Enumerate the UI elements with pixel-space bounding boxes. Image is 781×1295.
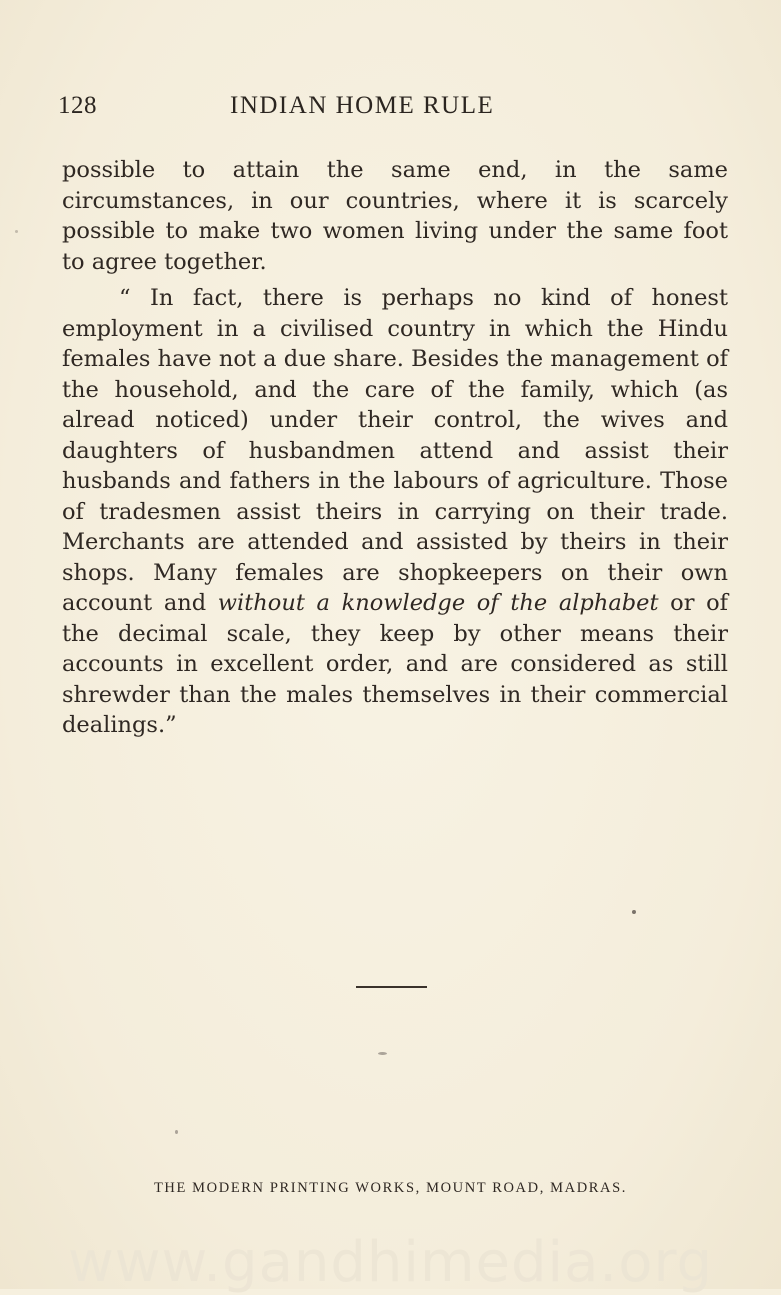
paragraph-2-text-b: or of the decimal scale, they keep by other means their accounts in excellent order, and are considered as still shrewder than the males themselves in their commercial dealings.” [62,590,728,738]
print-speck [378,1052,387,1055]
page-number: 128 [58,92,97,119]
print-speck [632,910,636,914]
running-head: INDIAN HOME RULE [230,92,495,119]
printer-imprint: THE MODERN PRINTING WORKS, MOUNT ROAD, MADRAS. [153,1180,628,1196]
paragraph-2 [62,283,728,741]
print-speck [175,1130,178,1134]
page-header [58,88,728,128]
paragraph-1: possible to attain the same end, in the same circumstances, in our countries, where it is scarcely possible to make two women living under the same foot to agree together. [62,157,728,275]
paragraph-2-italic: without a knowledge of the alphabet [217,590,659,616]
end-rule [356,986,427,988]
print-speck [15,230,18,233]
body-text [62,155,728,741]
paragraph-2-text-a: “ In fact, there is perhaps no kind of honest employment in a civilised country in which the Hindu females have not a due share. Besides the management of the household, and the care of the family, which (as alread noticed) under their control, the wives and daughters of husbandmen attend and assist their husbands and fathers in the labours of agriculture. Those of tradesmen assist theirs in carrying on their trade. Merchants are attended and assisted by theirs in their shops. Many females are shopkeepers on their own account and [62,285,728,616]
watermark: www.gandhimedia.org [67,1230,714,1295]
